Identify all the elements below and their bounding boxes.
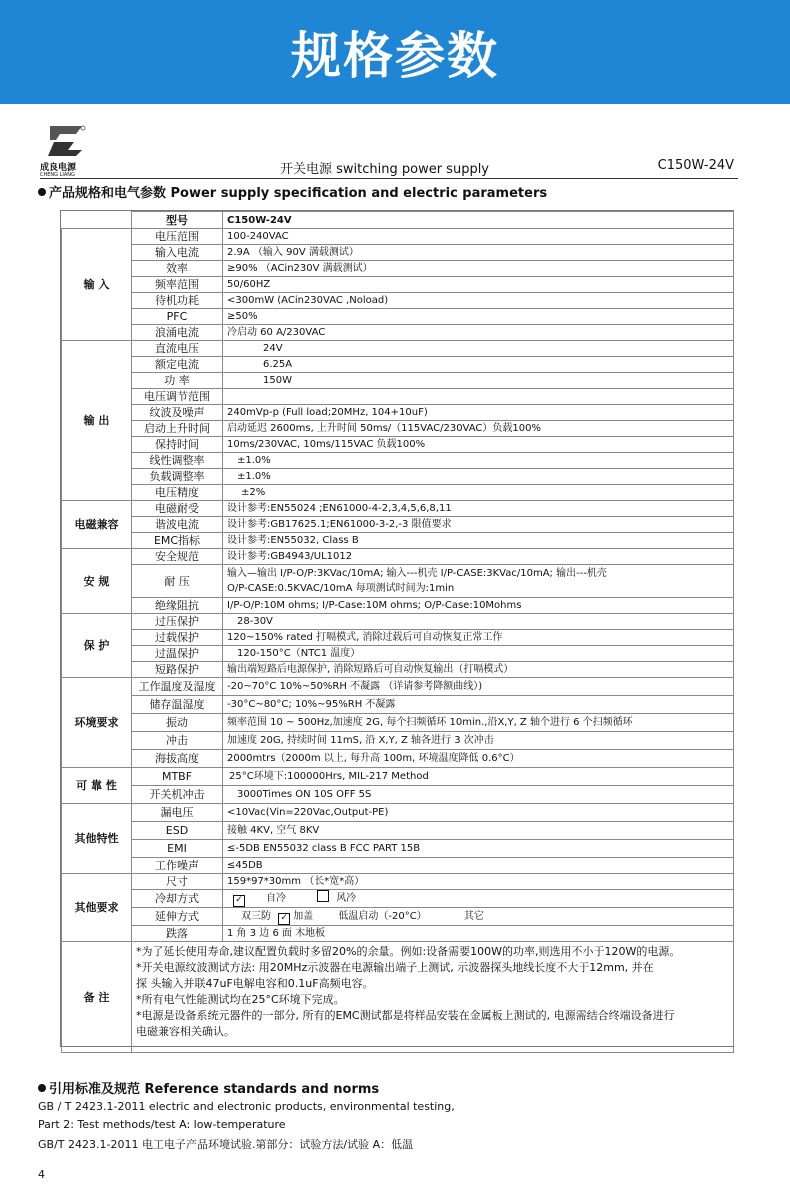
- row-value: ≤-5DB EN55032 class B FCC PART 15B: [223, 840, 734, 858]
- row-label: 额定电流: [132, 357, 223, 373]
- row-label: EMC指标: [132, 533, 223, 549]
- row-label: 功 率: [132, 373, 223, 389]
- row-label: MTBF: [132, 768, 223, 786]
- row-label: 开关机冲击: [132, 786, 223, 804]
- table-row: [62, 229, 734, 245]
- checkbox-empty-icon: [317, 890, 329, 902]
- table-row: [62, 533, 734, 549]
- withstand-line-1: 输入—输出 I/P-O/P:3KVac/10mA; 输入---机壳 I/P-CASE:3KVac/10mA; 输出---机壳: [227, 568, 607, 579]
- note-line: *为了延长使用寿命,建议配置负载时多留20%的余量。例如:设备需要100W的功率,则选用不小于120W的电源。: [136, 945, 681, 958]
- table-row: [62, 732, 734, 750]
- title-banner: [0, 0, 790, 104]
- notes-cell: [132, 942, 734, 1053]
- table-row: [62, 389, 734, 405]
- row-label: 直流电压: [132, 341, 223, 357]
- withstand-line-2: O/P-CASE:0.5KVAC/10mA 每项测试时间为:1min: [227, 583, 455, 594]
- table-row: [62, 714, 734, 732]
- row-value: 150W: [223, 373, 734, 389]
- row-label: 保持时间: [132, 437, 223, 453]
- table-row: [62, 768, 734, 786]
- bullet-icon: [38, 1084, 46, 1092]
- row-label: 安全规范: [132, 549, 223, 565]
- row-label: PFC: [132, 309, 223, 325]
- row-label: 冷却方式: [132, 890, 223, 908]
- table-row: [62, 405, 734, 421]
- doc-header: [0, 118, 790, 180]
- table-row: [62, 437, 734, 453]
- note-line: *所有电气性能测试均在25°C环境下完成。: [136, 993, 345, 1006]
- table-row: [62, 630, 734, 646]
- row-value: -30°C~80°C; 10%~95%RH 不凝露: [223, 696, 734, 714]
- model-code: C150W-24V: [657, 158, 734, 173]
- row-value: 6.25A: [223, 357, 734, 373]
- model-label: 型号: [132, 212, 223, 229]
- row-value: ±1.0%: [223, 453, 734, 469]
- table-row: [62, 501, 734, 517]
- row-value: 28-30V: [223, 614, 734, 630]
- row-value: 加速度 20G, 持续时间 11mS, 沿 X,Y, Z 轴各进行 3 次冲击: [223, 732, 734, 750]
- row-label: 漏电压: [132, 804, 223, 822]
- row-value: -20~70°C 10%~50%RH 不凝露 （详请参考降额曲线）): [223, 678, 734, 696]
- table-row: [62, 678, 734, 696]
- table-row: [62, 908, 734, 926]
- row-label: 跌落: [132, 926, 223, 942]
- cooling-options: [223, 890, 734, 908]
- note-line: 电磁兼容相关确认。: [136, 1025, 235, 1038]
- table-row: [62, 614, 734, 630]
- table-row: [62, 786, 734, 804]
- row-label: 海拔高度: [132, 750, 223, 768]
- row-value: <10Vac(Vin=220Vac,Output-PE): [223, 804, 734, 822]
- section-title-spec: [38, 182, 547, 201]
- row-value: 159*97*30mm （长*宽*高）: [223, 874, 734, 890]
- row-value: 240mVp-p (Full load;20MHz, 104+10uF): [223, 405, 734, 421]
- section-title-text: 引用标准及规范 Reference standards and norms: [49, 1082, 380, 1097]
- row-label: 过温保护: [132, 646, 223, 662]
- table-row: [62, 750, 734, 768]
- logo-cn-text: 成良电源: [40, 163, 77, 173]
- table-row: [62, 662, 734, 678]
- reference-line: GB / T 2423.1-2011 electric and electronic products, environmental testing,: [38, 1100, 455, 1113]
- table-row: [62, 890, 734, 908]
- row-value: <300mW (ACin230VAC ,Noload): [223, 293, 734, 309]
- table-row: [62, 942, 734, 1053]
- table-row: [62, 804, 734, 822]
- row-label: 谐波电流: [132, 517, 223, 533]
- company-logo: [40, 124, 90, 178]
- product-type: 开关电源 switching power supply: [280, 162, 490, 177]
- note-line: 探 头输入并联47uF电解电容和0.1uF高频电容。: [136, 977, 374, 990]
- category-notes: 备 注: [62, 942, 132, 1053]
- table-row: [62, 565, 734, 598]
- category-other-features: 其他特性: [62, 804, 132, 874]
- table-row: [62, 549, 734, 565]
- table-row: [62, 373, 734, 389]
- row-label: 启动上升时间: [132, 421, 223, 437]
- table-row: [62, 696, 734, 714]
- table-row: [62, 357, 734, 373]
- spec-table: [61, 211, 734, 1053]
- category-input: 输 入: [62, 229, 132, 341]
- row-label: 输入电流: [132, 245, 223, 261]
- row-value: 接触 4KV, 空气 8KV: [223, 822, 734, 840]
- row-label: 过载保护: [132, 630, 223, 646]
- row-value: ≥90% （ACin230V 满载测试）: [223, 261, 734, 277]
- category-other-requirements: 其他要求: [62, 874, 132, 942]
- category-environment: 环境要求: [62, 678, 132, 768]
- row-value: 设计参考:GB4943/UL1012: [223, 549, 734, 565]
- option-cover: 加盖: [293, 910, 314, 922]
- row-label: 冲击: [132, 732, 223, 750]
- row-value: ≤45DB: [223, 858, 734, 874]
- row-value: 输出端短路后电源保护, 消除短路后可自动恢复输出（打嗝模式）: [223, 662, 734, 678]
- checkbox-checked-icon: ✓: [278, 913, 290, 925]
- row-label: 储存温湿度: [132, 696, 223, 714]
- table-row: [62, 453, 734, 469]
- checkbox-checked-icon: ✓: [233, 895, 245, 907]
- row-value: I/P-O/P:10M ohms; I/P-Case:10M ohms; O/P-Case:10Mohms: [223, 598, 734, 614]
- logo-icon: [46, 124, 86, 158]
- row-value: ±2%: [223, 485, 734, 501]
- note-line: *电源是设备系统元器件的一部分, 所有的EMC测试都是将样品安装在金属板上测试的, 电源需结合终端设备进行: [136, 1009, 675, 1022]
- section-title-standards: [38, 1078, 379, 1097]
- section-title-text: 产品规格和电气参数 Power supply specification and electric parameters: [49, 186, 548, 201]
- row-value: 120-150°C（NTC1 温度）: [223, 646, 734, 662]
- row-label: 效率: [132, 261, 223, 277]
- row-value: 2000mtrs（2000m 以上, 每升高 100m, 环境温度降低 0.6°C）: [223, 750, 734, 768]
- extension-options: [223, 908, 734, 926]
- table-row: [62, 245, 734, 261]
- row-value: [223, 565, 734, 598]
- table-row: [62, 277, 734, 293]
- row-value: ±1.0%: [223, 469, 734, 485]
- option-coating: 双三防: [241, 910, 271, 922]
- table-row: [62, 822, 734, 840]
- row-value: 50/60HZ: [223, 277, 734, 293]
- reference-line: Part 2: Test methods/test A: low-temperature: [38, 1118, 286, 1131]
- row-value: 设计参考:GB17625.1;EN61000-3-2,-3 限值要求: [223, 517, 734, 533]
- row-value: 启动延迟 2600ms, 上升时间 50ms/（115VAC/230VAC）负载100%: [223, 421, 734, 437]
- note-line: *开关电源纹波测试方法: 用20MHz示波器在电源输出端子上测试, 示波器探头地线长度不大于12mm, 并在: [136, 961, 654, 974]
- table-row: [62, 517, 734, 533]
- reference-line: GB/T 2423.1-2011 电工电子产品环境试验.第部分：试验方法/试验 A：低温: [38, 1138, 414, 1151]
- row-label: 电压范围: [132, 229, 223, 245]
- table-row: [62, 485, 734, 501]
- row-label: 电压调节范围: [132, 389, 223, 405]
- category-safety: 安 规: [62, 549, 132, 614]
- table-row: [62, 212, 734, 229]
- table-row: [62, 341, 734, 357]
- banner-title: 规格参数: [291, 27, 499, 85]
- row-label: 电磁耐受: [132, 501, 223, 517]
- row-label: 线性调整率: [132, 453, 223, 469]
- table-row: [62, 858, 734, 874]
- table-row: [62, 926, 734, 942]
- row-value: ≥50%: [223, 309, 734, 325]
- table-row: [62, 261, 734, 277]
- option-other: 其它: [463, 910, 484, 922]
- category-output: 输 出: [62, 341, 132, 501]
- row-value: 设计参考:EN55024 ;EN61000-4-2,3,4,5,6,8,11: [223, 501, 734, 517]
- option-self-cooling: 自冷: [266, 893, 286, 904]
- bullet-icon: [38, 188, 46, 196]
- row-label: 耐 压: [132, 565, 223, 598]
- category-protection: 保 护: [62, 614, 132, 678]
- table-row: [62, 874, 734, 890]
- table-row: [62, 598, 734, 614]
- row-label: 短路保护: [132, 662, 223, 678]
- row-value: [223, 389, 734, 405]
- category-emc: 电磁兼容: [62, 501, 132, 549]
- row-value: 120~150% rated 打嗝模式, 消除过载后可自动恢复正常工作: [223, 630, 734, 646]
- logo-en-text: CHENG LIANG: [40, 172, 75, 178]
- option-fan-cooling: 风冷: [336, 893, 357, 904]
- row-label: 频率范围: [132, 277, 223, 293]
- row-label: 延伸方式: [132, 908, 223, 926]
- header-divider: [40, 178, 738, 179]
- row-value: 设计参考:EN55032, Class B: [223, 533, 734, 549]
- row-label: 电压精度: [132, 485, 223, 501]
- row-label: 待机功耗: [132, 293, 223, 309]
- table-row: [62, 421, 734, 437]
- row-value: 25°C环境下:100000Hrs, MIL-217 Method: [223, 768, 734, 786]
- table-row: [62, 325, 734, 341]
- row-label: 负载调整率: [132, 469, 223, 485]
- model-value: C150W-24V: [223, 212, 734, 229]
- row-value: 100-240VAC: [223, 229, 734, 245]
- row-label: ESD: [132, 822, 223, 840]
- option-lowtemp-start: 低温启动（-20°C）: [338, 910, 427, 922]
- row-label: 纹波及噪声: [132, 405, 223, 421]
- table-row: [62, 840, 734, 858]
- row-label: 过压保护: [132, 614, 223, 630]
- row-label: 尺寸: [132, 874, 223, 890]
- row-value: 24V: [223, 341, 734, 357]
- table-row: [62, 309, 734, 325]
- row-value: 3000Times ON 10S OFF 5S: [223, 786, 734, 804]
- row-label: 工作温度及湿度: [132, 678, 223, 696]
- table-row: [62, 646, 734, 662]
- spec-table-container: [60, 210, 734, 1047]
- row-label: 工作噪声: [132, 858, 223, 874]
- row-value: 频率范围 10 ~ 500Hz,加速度 2G, 每个扫频循环 10min.,沿X,Y, Z 轴个进行 6 个扫频循环: [223, 714, 734, 732]
- row-value: 冷启动 60 A/230VAC: [223, 325, 734, 341]
- table-row: [62, 469, 734, 485]
- row-label: EMI: [132, 840, 223, 858]
- table-row: [62, 293, 734, 309]
- category-reliability: 可 靠 性: [62, 768, 132, 804]
- row-label: 浪涌电流: [132, 325, 223, 341]
- row-value: 2.9A （输入 90V 满载测试）: [223, 245, 734, 261]
- row-label: 振动: [132, 714, 223, 732]
- row-value: 10ms/230VAC, 10ms/115VAC 负载100%: [223, 437, 734, 453]
- row-label: 绝缘阻抗: [132, 598, 223, 614]
- row-value: 1 角 3 边 6 面 木地板: [223, 926, 734, 942]
- page-number: 4: [38, 1168, 45, 1181]
